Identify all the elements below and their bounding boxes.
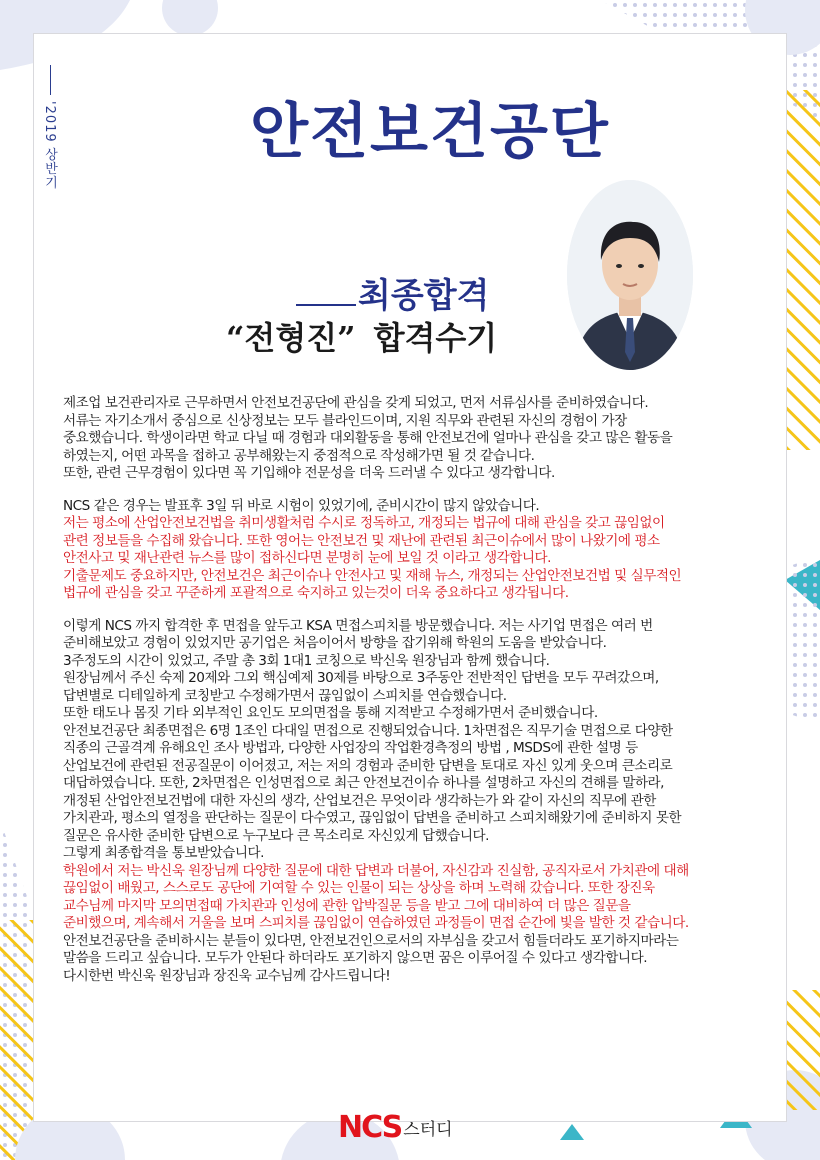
text-line: 안전보건공단 최종면접은 6명 1조인 다대일 면접으로 진행되었습니다. 1차면접은 직무기술 면접으로 다양한: [63, 722, 673, 739]
profile-photo: [567, 180, 693, 370]
person-portrait-icon: [567, 180, 693, 370]
side-label: [36, 65, 66, 225]
text-line: 그렇게 최종합격을 통보받았습니다.: [63, 845, 264, 861]
text-line: 직종의 근골격계 유해요인 조사 방법과, 다양한 사업장의 작업환경측정의 방법 , MSDS에 관한 설명 등: [63, 740, 638, 756]
brand-logo-ncs: NCS: [338, 1110, 402, 1145]
text-line: 또한, 관련 근무경험이 있다면 꼭 기입해야 전문성을 더욱 드러낼 수 있다고 생각합니다.: [63, 465, 555, 481]
page-title: 안전보건공단: [250, 97, 610, 167]
subtitle-underline: [296, 304, 356, 306]
text-line: 하였는지, 어떤 과목을 접하고 공부해왔는지 중점적으로 작성해가면 될 것 같습니다.: [63, 447, 535, 464]
text-line: 개정된 산업안전보건법에 대한 자신의 생각, 산업보건은 무엇이라 생각하는가 와 같이 자신의 직무에 관한: [63, 792, 656, 809]
highlighted-text-line: 준비했으며, 계속해서 거울을 보며 스피치를 끊임없이 연습하였던 과정들이 면접 순간에 빛을 발한 것 같습니다.: [63, 915, 689, 931]
paragraph: [63, 395, 773, 483]
side-label-text: '2019 상반기: [42, 101, 57, 190]
text-line: 산업보건에 관련된 전공질문이 이어졌고, 저는 저의 경험과 준비한 답변을 토대로 자신 있게 웃으며 큰소리로: [63, 757, 673, 774]
text-line: 준비해보았고 경험이 있었지만 공기업은 처음이어서 방향을 잡기위해 학원의 도움을 받았습니다.: [63, 635, 607, 651]
text-line: 질문은 유사한 준비한 답변으로 누구보다 큰 목소리로 자신있게 답했습니다.: [63, 827, 489, 844]
candidate-name: “전형진”: [226, 319, 356, 357]
highlighted-text-line: 안전사고 및 재난관련 뉴스를 많이 접하신다면 분명히 눈에 보일 것 이라고 생각합니다.: [63, 550, 551, 566]
text-line: NCS 같은 경우는 발표후 3일 뒤 바로 시험이 있었기에, 준비시간이 많지 않았습니다.: [63, 497, 540, 514]
highlighted-text-line: 교수님께 마지막 모의면접때 가치관과 인성에 관한 압박질문 등을 받고 그에 대비하여 더 많은 질문을: [63, 897, 631, 914]
text-line: 말씀을 드리고 싶습니다. 모두가 안된다 하더라도 포기하지 않으면 꿈은 이루어질 수 있다고 생각합니다.: [63, 950, 648, 966]
text-line: 서류는 자기소개서 중심으로 신상정보는 모두 블라인드이며, 지원 직무와 관련된 자신의 경험이 가장: [63, 412, 627, 429]
text-line: 제조업 보건관리자로 근무하면서 안전보건공단에 관심을 갖게 되었고, 먼저 서류심사를 준비하였습니다.: [63, 395, 649, 411]
brand-logo-suffix: 스터디: [403, 1120, 453, 1140]
text-line: 중요했습니다. 학생이라면 학교 다닐 때 경험과 대외활동을 통해 안전보건에 얼마나 관심을 갖고 많은 활동을: [63, 430, 673, 446]
name-heading-suffix: 합격수기: [373, 319, 498, 357]
subtitle: 최종합격: [358, 276, 490, 316]
text-line: 3주정도의 시간이 있었고, 주말 총 3회 1대1 코칭으로 박신욱 원장님과 함께 했습니다.: [63, 652, 550, 669]
text-line: 가치관과, 평소의 열정을 판단하는 질문이 다수였고, 끊임없이 답변을 준비하고 스피치해왔기에 준비하지 못한: [63, 810, 682, 826]
highlighted-text-line: 관련 정보들을 수집해 왔습니다. 또한 영어는 안전보건 및 재난에 관련된 최근이슈에서 많이 나왔기에 평소: [63, 532, 660, 549]
highlighted-text-line: 저는 평소에 산업안전보건법을 취미생활처럼 수시로 정독하고, 개정되는 법규에 대해 관심을 갖고 끊임없이: [63, 515, 665, 531]
text-line: 또한 태도나 몸짓 기타 외부적인 요인도 모의면접을 통해 지적받고 수정해가면서 준비했습니다.: [63, 705, 598, 721]
highlighted-text-line: 학원에서 저는 박신욱 원장님께 다양한 질문에 대한 답변과 더불어, 자신감과 진실함, 공직자로서 가치관에 대해: [63, 862, 689, 879]
highlighted-text-line: 기출문제도 중요하지만, 안전보건은 최근이슈나 안전사고 및 재해 뉴스, 개정되는 산업안전보건법 및 실무적인: [63, 567, 682, 584]
name-heading: [226, 313, 497, 359]
paragraph: [63, 498, 773, 603]
side-label-line: [50, 65, 51, 95]
text-line: 원장님께서 주신 숙제 20제와 그외 핵심예제 30제를 바탕으로 3주동안 전반적인 답변을 모두 꾸려갔으며,: [63, 670, 659, 686]
text-line: 다시한번 박신욱 원장님과 장진욱 교수님께 감사드립니다!: [63, 967, 391, 984]
text-line: 안전보건공단을 준비하시는 분들이 있다면, 안전보건인으로서의 자부심을 갖고서 힘들더라도 포기하지마라는: [63, 932, 679, 949]
paragraph: [63, 618, 773, 986]
highlighted-text-line: 끊임없이 배웠고, 스스로도 공단에 기여할 수 있는 인물이 되는 상상을 하며 노력해 갔습니다. 또한 장진욱: [63, 880, 655, 896]
text-line: 대답하였습니다. 또한, 2차면접은 인성면접으로 최근 안전보건이슈 하나를 설명하고 자신의 견해를 말하라,: [63, 775, 664, 791]
highlighted-text-line: 법규에 관심을 갖고 꾸준하게 포괄적으로 숙지하고 있는것이 더욱 중요하다고 생각됩니다.: [63, 585, 569, 601]
text-line: 답변별로 디테일하게 코칭받고 수정해가면서 끊임없이 스피치를 연습했습니다.: [63, 687, 507, 704]
brand-logo: [338, 1110, 453, 1145]
text-line: 이렇게 NCS 까지 합격한 후 면접을 앞두고 KSA 면접스피치를 방문했습니다. 저는 사기업 면접은 여러 번: [63, 617, 653, 634]
testimonial-body: [63, 395, 773, 1000]
